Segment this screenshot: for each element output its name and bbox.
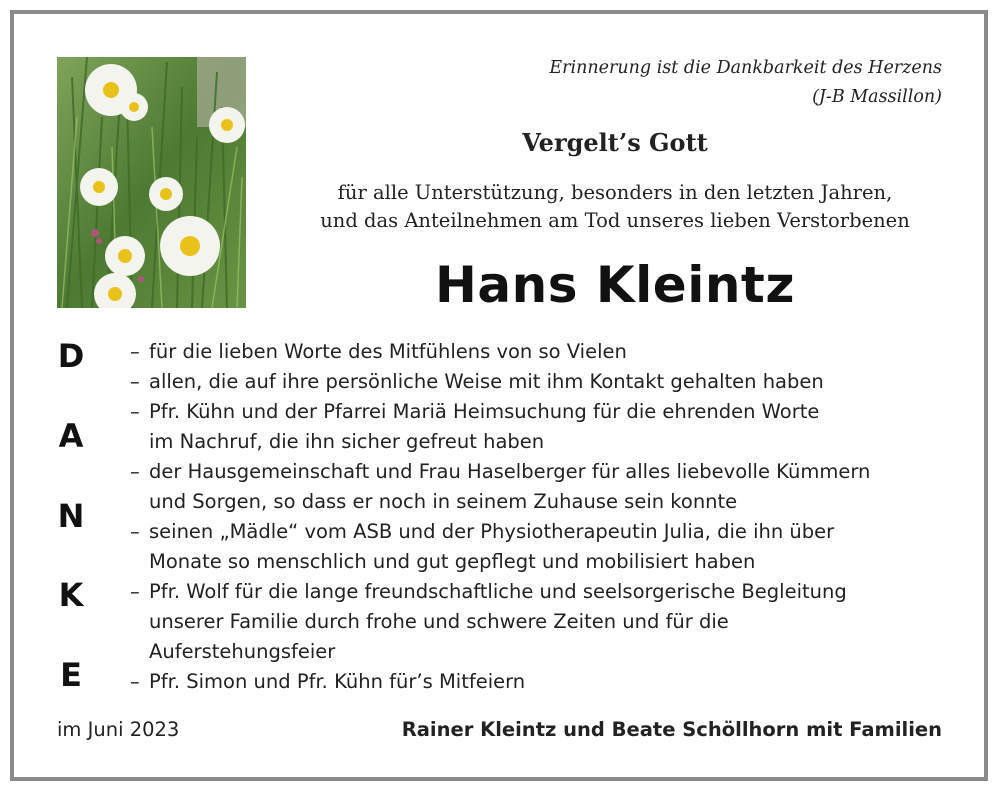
intro-line: und das Anteilnehmen am Tod unseres lieben Verstorbenen — [320, 209, 910, 232]
intro-text — [290, 179, 940, 235]
dash-bullet: – — [130, 520, 140, 543]
thanks-item — [130, 397, 950, 457]
deceased-name: Hans Kleintz — [435, 256, 795, 314]
danke-letter-a: A — [58, 417, 84, 455]
thanks-item-line: Pfr. Kühn und der Pfarrei Mariä Heimsuchung für die ehrenden Worte — [149, 400, 820, 423]
dash-bullet: – — [130, 460, 140, 483]
thanks-item — [130, 667, 950, 697]
thanks-item-line: allen, die auf ihre persönliche Weise mit ihm Kontakt gehalten haben — [149, 370, 824, 393]
thanks-item-line: und Sorgen, so dass er noch in seinem Zuhause sein konnte — [149, 490, 738, 513]
thanks-item — [130, 337, 950, 367]
quote-text: Erinnerung ist die Dankbarkeit des Herzens — [549, 58, 942, 78]
thanks-item — [130, 517, 950, 577]
danke-letter-n: N — [57, 497, 85, 535]
thanks-item-line: Pfr. Wolf für die lange freundschaftliche und seelsorgerische Begleitung — [149, 580, 847, 603]
thanks-item-line: seinen „Mädle“ vom ASB und der Physiotherapeutin Julia, die ihn über — [149, 520, 835, 543]
thanks-item-line: Pfr. Simon und Pfr. Kühn für’s Mitfeiern — [149, 670, 526, 693]
dash-bullet: – — [130, 340, 140, 363]
thanks-item — [130, 367, 950, 397]
thanks-heading: Vergelt’s Gott — [522, 128, 708, 157]
daisy-meadow-photo — [57, 57, 246, 308]
quote-author: (J-B Massillon) — [812, 87, 942, 107]
thanks-item-line: der Hausgemeinschaft und Frau Haselberger für alles liebevolle Kümmern — [149, 460, 871, 483]
quote-block — [549, 54, 942, 112]
danke-letter-e: E — [60, 656, 82, 694]
dash-bullet: – — [130, 670, 140, 693]
thanks-item-line: unserer Familie durch frohe und schwere Zeiten und für die — [149, 610, 729, 633]
thanks-item-line: Monate so menschlich und gut gepflegt und mobilisiert haben — [149, 550, 756, 573]
danke-letter-k: K — [58, 576, 84, 614]
dash-bullet: – — [130, 400, 140, 423]
thanks-item-line: für die lieben Worte des Mitfühlens von so Vielen — [149, 340, 627, 363]
dash-bullet: – — [130, 370, 140, 393]
signature-text: Rainer Kleintz und Beate Schöllhorn mit Familien — [401, 718, 942, 741]
thanks-item-line: im Nachruf, die ihn sicher gefreut haben — [149, 430, 545, 453]
thanks-list — [130, 337, 950, 697]
daisy-meadow-image — [57, 57, 246, 308]
thanks-item — [130, 457, 950, 517]
danke-letter-d: D — [57, 337, 85, 375]
dash-bullet: – — [130, 580, 140, 603]
date-text: im Juni 2023 — [57, 718, 180, 741]
intro-line: für alle Unterstützung, besonders in den letzten Jahren, — [337, 181, 893, 204]
thanks-item — [130, 577, 950, 667]
thanks-item-line: Auferstehungsfeier — [149, 640, 336, 663]
